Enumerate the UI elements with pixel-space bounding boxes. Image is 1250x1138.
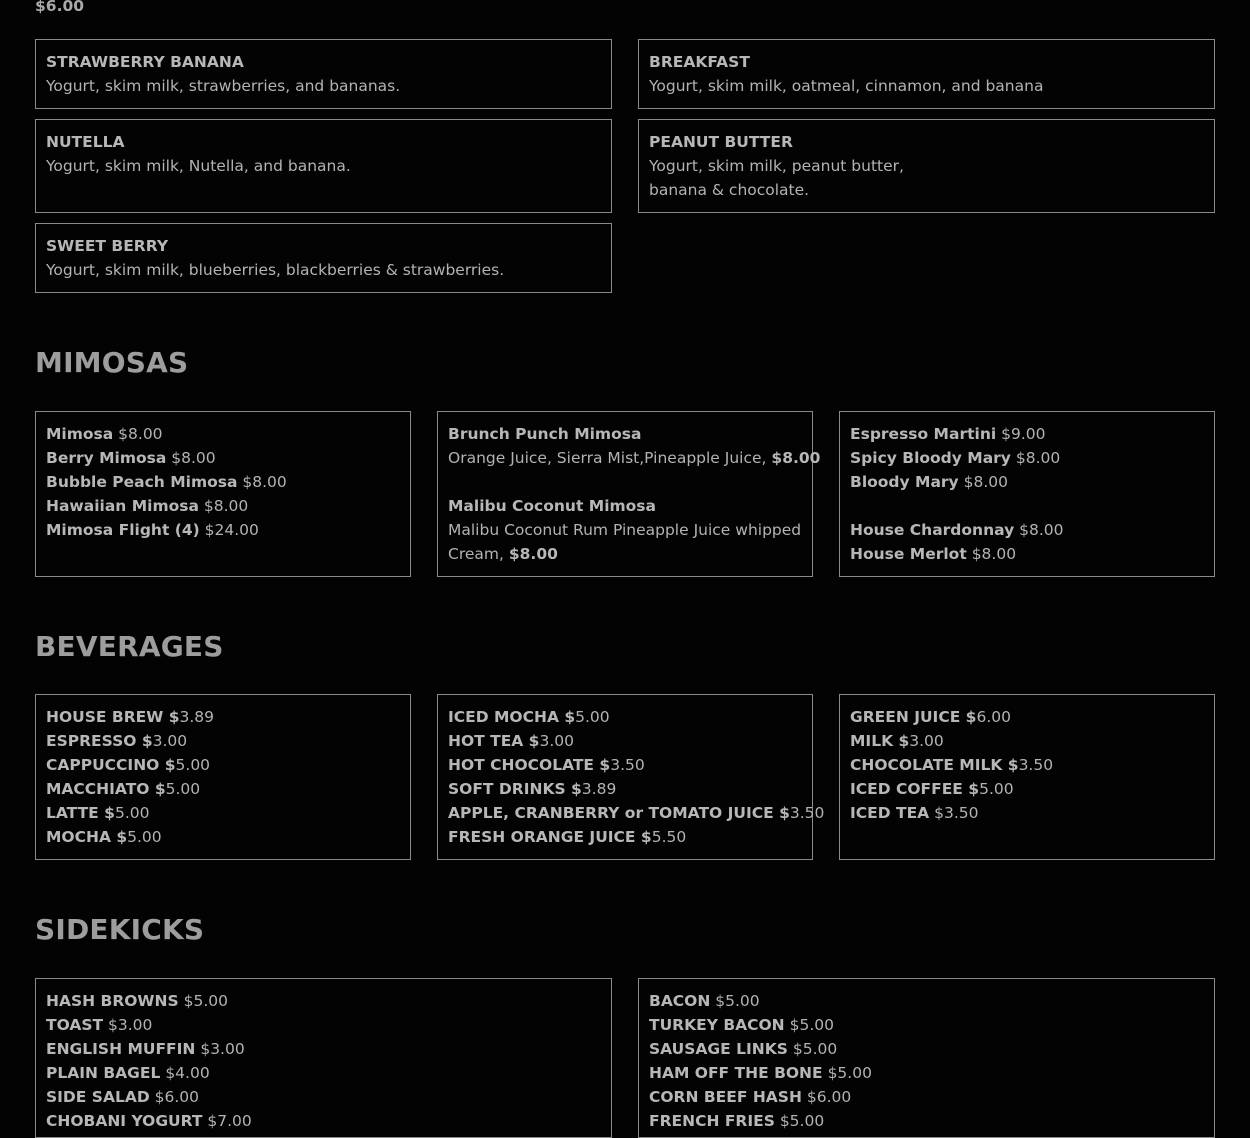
item-name: Mimosa: [46, 425, 114, 443]
item-name: HOT CHOCOLATE $: [448, 756, 611, 774]
smoothie-desc: Yogurt, skim milk, blueberries, blackberries & strawberries.: [46, 261, 505, 279]
item-desc: Orange Juice, Sierra Mist,Pineapple Juice,: [448, 449, 767, 467]
item-name: ICED TEA: [850, 804, 930, 822]
item-price: $8.00: [771, 449, 821, 467]
previous-item-price: $6.00: [35, 0, 85, 15]
item-name: PLAIN BAGEL: [46, 1064, 161, 1082]
item-name: Hawaiian Mimosa: [46, 497, 199, 515]
item-price: 5.00: [575, 708, 610, 726]
item-price: 5.00: [979, 780, 1014, 798]
item-price: 6.00: [976, 708, 1011, 726]
smoothie-desc: Yogurt, skim milk, strawberries, and bananas.: [46, 77, 401, 95]
item-name: FRESH ORANGE JUICE $: [448, 828, 652, 846]
item-price: $5.00: [789, 1016, 834, 1034]
item-name: CHOCOLATE MILK $: [850, 756, 1019, 774]
smoothie-name: BREAKFAST: [649, 53, 750, 71]
item-price: 5.00: [165, 780, 201, 798]
item-price: 3.50: [789, 804, 825, 822]
item-name: Malibu Coconut Mimosa: [448, 497, 656, 515]
item-name: House Chardonnay: [850, 521, 1015, 539]
item-name: ICED MOCHA $: [448, 708, 576, 726]
item-price: 3.89: [581, 780, 617, 798]
item-price: 3.00: [909, 732, 944, 750]
item-price: $4.00: [165, 1064, 210, 1082]
beverage-card-2: [437, 694, 825, 860]
item-name: ENGLISH MUFFIN: [46, 1040, 196, 1058]
smoothie-name: STRAWBERRY BANANA: [46, 53, 244, 71]
smoothie-card: [638, 119, 1215, 213]
item-price: $5.00: [792, 1040, 838, 1058]
item-price: $8.00: [508, 545, 558, 563]
item-name: Bubble Peach Mimosa: [46, 473, 238, 491]
item-name: BACON: [649, 992, 711, 1010]
section-title-mimosas: MIMOSAS: [35, 346, 189, 379]
smoothie-card: [638, 39, 1215, 109]
item-price: $5.00: [827, 1064, 872, 1082]
item-price: 3.89: [179, 708, 215, 726]
item-price: 3.00: [152, 732, 188, 750]
item-price: $6.00: [806, 1088, 852, 1106]
item-name: CAPPUCCINO $: [46, 756, 176, 774]
item-name: Spicy Bloody Mary: [850, 449, 1011, 467]
item-price: 3.50: [610, 756, 645, 774]
item-name: Bloody Mary: [850, 473, 959, 491]
item-name: MOCHA $: [46, 828, 128, 846]
item-price: 3.50: [1018, 756, 1054, 774]
item-name: CORN BEEF HASH: [649, 1088, 802, 1106]
item-name: TOAST: [46, 1016, 104, 1034]
item-price: $5.00: [183, 992, 228, 1010]
item-price: 5.00: [127, 828, 162, 846]
item-name: HOT TEA $: [448, 732, 540, 750]
item-price: $3.00: [108, 1016, 153, 1034]
item-price: $3.50: [934, 804, 979, 822]
item-price: $8.00: [1015, 449, 1061, 467]
item-price: 3.00: [539, 732, 574, 750]
beverage-card-3: [839, 694, 1215, 860]
item-name: SIDE SALAD: [46, 1088, 150, 1106]
item-name: SAUSAGE LINKS: [649, 1040, 788, 1058]
smoothie-card: [35, 223, 612, 293]
mimosa-card-2: [437, 411, 821, 577]
item-desc: Cream,: [448, 545, 504, 563]
mimosa-card-1: [35, 411, 411, 577]
item-name: House Merlot: [850, 545, 967, 563]
item-name: GREEN JUICE $: [850, 708, 977, 726]
smoothie-name: NUTELLA: [46, 133, 125, 151]
item-name: Brunch Punch Mimosa: [448, 425, 642, 443]
item-price: $8.00: [203, 497, 249, 515]
item-name: MILK $: [850, 732, 910, 750]
item-price: $24.00: [204, 521, 259, 539]
item-price: $8.00: [242, 473, 287, 491]
item-name: HOUSE BREW $: [46, 708, 180, 726]
smoothie-desc: Yogurt, skim milk, oatmeal, cinnamon, and banana: [649, 77, 1044, 95]
item-name: Berry Mimosa: [46, 449, 167, 467]
sidekick-card-1: [35, 978, 612, 1138]
item-name: ICED COFFEE $: [850, 780, 980, 798]
item-price: $6.00: [154, 1088, 199, 1106]
item-price: $8.00: [971, 545, 1017, 563]
item-name: FRENCH FRIES: [649, 1112, 775, 1130]
section-title-beverages: BEVERAGES: [35, 630, 224, 663]
item-name: SOFT DRINKS $: [448, 780, 582, 798]
section-title-sidekicks: SIDEKICKS: [35, 913, 205, 946]
mimosa-card-3: [839, 411, 1215, 577]
item-name: Mimosa Flight (4): [46, 521, 200, 539]
item-price: $5.00: [779, 1112, 825, 1130]
item-price: $9.00: [1001, 425, 1046, 443]
item-name: APPLE, CRANBERRY or TOMATO JUICE $: [448, 804, 790, 822]
smoothie-desc: Yogurt, skim milk, Nutella, and banana.: [46, 157, 351, 175]
sidekick-card-2: [638, 978, 1215, 1138]
smoothie-card: [35, 39, 612, 109]
beverage-card-1: [35, 694, 411, 860]
item-price: $8.00: [171, 449, 216, 467]
smoothie-desc: Yogurt, skim milk, peanut butter,: [649, 157, 904, 175]
smoothie-name: PEANUT BUTTER: [649, 133, 793, 151]
item-price: $8.00: [963, 473, 1008, 491]
item-price: 5.00: [114, 804, 150, 822]
item-name: CHOBANI YOGURT: [46, 1112, 203, 1130]
smoothie-desc: banana & chocolate.: [649, 181, 810, 199]
item-name: LATTE $: [46, 804, 115, 822]
item-name: HASH BROWNS: [46, 992, 179, 1010]
item-price: $8.00: [1019, 521, 1064, 539]
item-price: 5.00: [175, 756, 211, 774]
item-desc: Malibu Coconut Rum Pineapple Juice whipped: [448, 521, 802, 539]
item-name: ESPRESSO $: [46, 732, 153, 750]
item-price: $7.00: [207, 1112, 252, 1130]
item-price: 5.50: [651, 828, 687, 846]
smoothie-card: [35, 119, 612, 213]
smoothie-name: SWEET BERRY: [46, 237, 169, 255]
item-name: HAM OFF THE BONE: [649, 1064, 823, 1082]
item-name: Espresso Martini: [850, 425, 997, 443]
item-name: MACCHIATO $: [46, 780, 166, 798]
item-price: $3.00: [200, 1040, 245, 1058]
item-price: $8.00: [118, 425, 163, 443]
item-price: $5.00: [715, 992, 760, 1010]
item-name: TURKEY BACON: [649, 1016, 785, 1034]
